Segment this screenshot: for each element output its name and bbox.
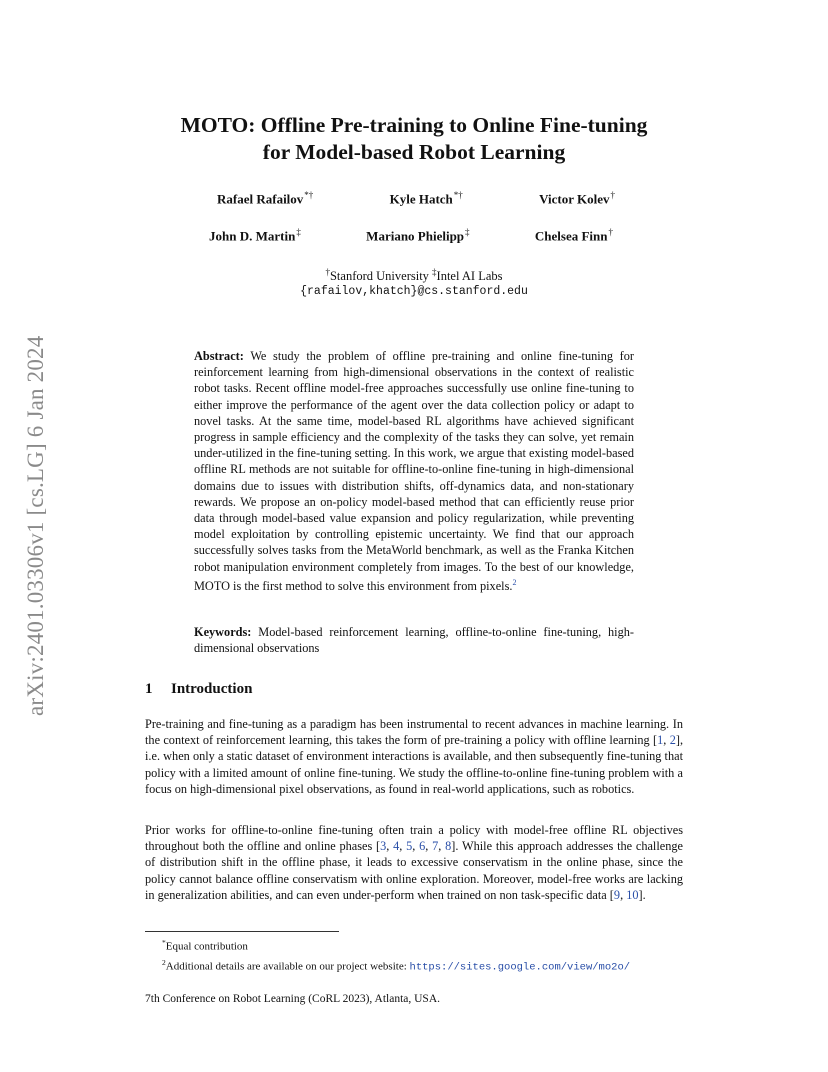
affiliations [145,264,683,300]
title-line-2: for Model-based Robot Learning [262,140,566,164]
citation-link[interactable]: 8 [445,839,452,854]
title-line-1: MOTO: Offline Pre-training to Online Fine-tuning [180,113,648,137]
section-heading-introduction: 1 Introduction [145,681,253,697]
arxiv-identifier-stamp: arXiv:2401.03306v1 [cs.LG] 6 Jan 2024 [23,335,48,717]
citation-link[interactable]: 3 [380,839,387,854]
abstract-text: We study the problem of offline pre-training and online fine-tuning for reinforcement learning from high-dimensional observations in the context of realistic robot tasks. Recent offline model-free approaches successfully use online fine-tuning to either improve the performance of the agent over the data collection policy or adapt to novel tasks. At the same time, model-based RL algorithms have achieved significant progress in sample efficiency and the complexity of the tasks they can solve, yet remain under-utilized in the fine-tuning setting. In this work, we argue that existing model-based offline RL methods are not suitable for offline-to-online fine-tuning in high-dimensional domains due to issues with distribution shifts, off-dynamics data, and non-stationary rewards. We propose an on-policy model-based method that can efficiently reuse prior data through model-based value expansion and policy regularization, while preventing model exploitation by controlling epistemic uncertainty. We find that our approach successfully solves tasks from the MetaWorld benchmark, as well as the Franka Kitchen robot manipulation environment completely from images. To the best of our knowledge, MOTO is the first method to solve this environment from pixels. [194,349,634,593]
keywords-text: Model-based reinforcement learning, offline-to-online fine-tuning, high-dimensional observations [194,625,634,656]
abstract-label: Abstract: [194,349,244,363]
keywords [194,624,634,656]
author-phielipp: Mariano Phielipp‡ [366,227,470,244]
intro-paragraph-2: Prior works for offline-to-online fine-tuning often train a policy with model-free offline RL objectives throughout both the offline and online phases [3, 4, 5, 6, 7, 8]. While this approach addresses the challenge of distribution shift in the offline phase, it leads to excessive conservatism in the online phase, since the policy cannot balance offline conservatism with online exploration. Moreover, model-free works are lacking in generalization abilities, and can even under-perform when trained on non task-specific data [9, 10]. [145,823,683,902]
abstract [194,348,634,594]
project-website-link[interactable]: https://sites.google.com/view/mo2o/ [409,961,631,974]
author-rafailov: Rafael Rafailov*† [217,190,314,207]
venue-footer: 7th Conference on Robot Learning (CoRL 2023), Atlanta, USA. [145,993,441,1005]
intro-paragraph-1: Pre-training and fine-tuning as a paradigm has been instrumental to recent advances in machine learning. In the context of reinforcement learning, this takes the form of pre-training a policy with offline learning [1, 2], i.e. when only a static dataset of environment interactions is available, and then subsequently fine-tuning that policy with a limited amount of online fine-tuning. We study the offline-to-online fine-tuning problem with a focus on high-dimensional pixel observations, as found in real-world applications, such as robotics. [145,717,684,796]
footnote-ref-2[interactable]: 2 [512,577,517,587]
citation-link[interactable]: 1 [657,733,664,748]
author-row-2 [145,227,683,244]
footnote-divider [145,931,339,932]
author-block [145,190,683,245]
citation-link[interactable]: 5 [406,839,413,854]
author-hatch: Kyle Hatch*† [389,190,463,207]
footnotes [145,935,705,975]
citation-link[interactable]: 9 [613,887,621,902]
author-martin: John D. Martin‡ [209,227,301,244]
citation-link[interactable]: 10 [626,887,639,902]
footnote-1: *Equal contribution [162,938,248,953]
citation-link[interactable]: 2 [669,733,676,748]
author-row-1 [145,190,683,207]
citation-link[interactable]: 6 [419,839,426,854]
contact-email: {rafailov,khatch}@cs.stanford.edu [300,285,528,299]
citation-link[interactable]: 7 [432,839,439,854]
citation-link[interactable]: 4 [393,839,400,854]
institution-line: †Stanford University ‡Intel AI Labs [325,267,503,284]
paper-title [145,112,683,166]
keywords-label: Keywords: [194,625,252,639]
author-finn: Chelsea Finn† [534,227,613,244]
footnote-2: $^2$Additional details are available on our project website: https://sites.google.com/view/mo2o/ [162,957,631,974]
author-kolev: Victor Kolev† [539,190,615,207]
